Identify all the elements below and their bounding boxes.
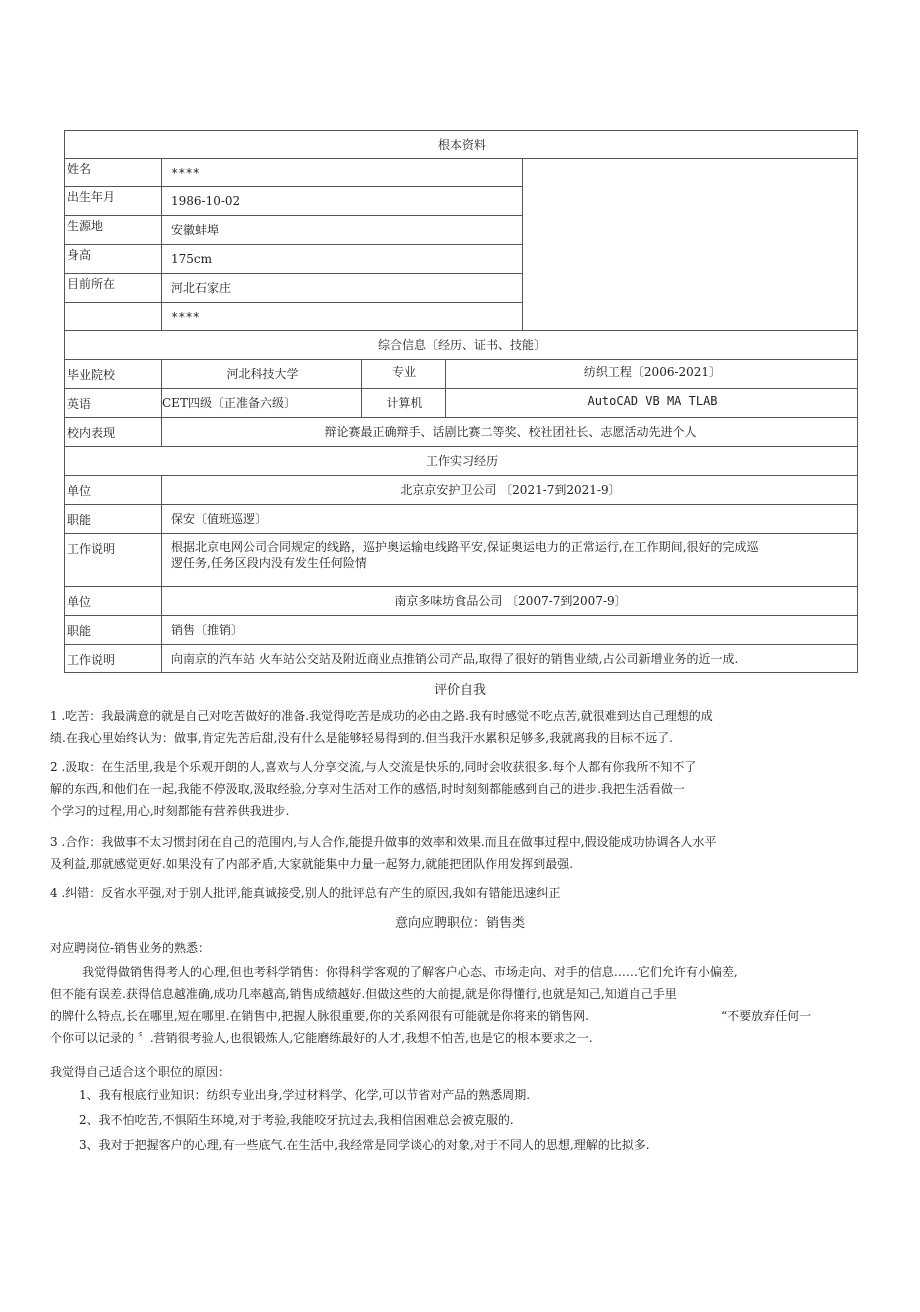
extra-value: **** [162, 303, 523, 331]
familiar-line: 但不能有误差.获得信息越准确,成功几率越高,销售成绩越好.但做这些的大前提,就是你得懂行,也就是知己,知道自己手里 [50, 987, 677, 1001]
job1-unit-label: 单位 [65, 476, 162, 505]
reason-item: 2、我不怕吃苦,不惧陌生环境,对于考验,我能咬牙抗过去,我相信困难总会被克服的. [79, 1113, 514, 1127]
job1-role-label: 职能 [65, 505, 162, 534]
comprehensive-section-title: 综合信息〔经历、证书、技能〕 [65, 331, 858, 360]
familiar-line: 个你可以记录的 〞.营销很考验人,也很锻炼人,它能磨练最好的人才,我想不怕苦,也是它的根本要求之一. [50, 1031, 593, 1045]
self-eval-item-3 [50, 831, 717, 875]
origin-label: 生源地 [65, 216, 162, 245]
major-label: 专业 [362, 360, 446, 389]
job2-role-label: 职能 [65, 616, 162, 645]
work-section-title: 工作实习经历 [65, 447, 858, 476]
school-row [65, 360, 858, 389]
familiar-heading: 对应聘岗位-销售业务的熟悉： [50, 941, 211, 955]
computer-value: AutoCAD VB MA TLAB [446, 389, 858, 418]
height-value: 175cm [162, 245, 523, 274]
job1-role-value: 保安〔值班巡逻〕 [162, 505, 858, 534]
resume-table [64, 130, 858, 673]
reasons-list [79, 1084, 650, 1156]
self-eval-line: 及利益,那就感觉更好.如果没有了内部矛盾,大家就能集中力量一起努力,就能把团队作用发挥到最强. [50, 857, 574, 871]
computer-label: 计算机 [362, 389, 446, 418]
job2-unit-value: 南京多味坊食品公司 〔2007-7到2007-9〕 [162, 587, 858, 616]
english-value: CET四级〔正准备六级〕 [162, 389, 362, 418]
comprehensive-header-row [65, 331, 858, 360]
job1-desc-row [65, 534, 858, 587]
major-value: 纺织工程〔2006-2021〕 [446, 360, 858, 389]
basic-header-row [65, 131, 858, 159]
birth-value: 1986-10-02 [162, 187, 523, 216]
job1-desc-label: 工作说明 [65, 534, 162, 587]
job2-unit-label: 单位 [65, 587, 162, 616]
campus-value: 辩论赛最正确辩手、话剧比赛二等奖、校社团社长、志愿活动先进个人 [162, 418, 858, 447]
familiar-paragraph [50, 961, 738, 1049]
self-eval-line: 4 .纠错：反省水平强,对于别人批评,能真诚接受,别人的批评总有产生的原因,我如有错能迅速纠正 [50, 886, 561, 900]
self-eval-line: 2 .汲取：在生活里,我是个乐观开朗的人,喜欢与人分享交流,与人交流是快乐的,同时会收获很多.每个人都有你我所不知不了 [50, 760, 697, 774]
self-eval-line: 3 .合作：我做事不太习惯封闭在自己的范围内,与人合作,能提升做事的效率和效果.而且在做事过程中,假设能成功协调各人水平 [50, 835, 717, 849]
location-label: 目前所在 [65, 274, 162, 303]
job2-role-row [65, 616, 858, 645]
self-eval-line: 解的东西,和他们在一起,我能不停汲取,汲取经验,分享对生活对工作的感悟,时时刻刻都能感到自己的进步.我把生活看做一 [50, 782, 685, 796]
self-eval-item-4 [50, 882, 561, 904]
english-row [65, 389, 858, 418]
photo-area [523, 159, 858, 331]
job2-desc-row [65, 645, 858, 673]
campus-label: 校内表现 [65, 418, 162, 447]
job2-desc-label: 工作说明 [65, 645, 162, 673]
self-eval-line: 绩.在我心里始终认为：做事,肯定先苦后甜,没有什么是能够轻易得到的.但当我汗水累积足够多,我就离我的目标不远了. [50, 731, 673, 745]
job1-role-row [65, 505, 858, 534]
name-value: **** [162, 159, 523, 187]
self-eval-item-1 [50, 705, 713, 749]
location-value: 河北石家庄 [162, 274, 523, 303]
quote-fragment: “不要放弃任何一 [721, 1009, 812, 1023]
familiar-line: 我觉得做销售得考人的心理,但也考科学销售：你得科学客观的了解客户心态、市场走向、对手的信息……它们允许有小偏差, [82, 965, 738, 979]
job1-unit-value: 北京京安护卫公司 〔2021-7到2021-9〕 [162, 476, 858, 505]
reason-item: 1、我有根底行业知识：纺织专业出身,学过材料学、化学,可以节省对产品的熟悉周期. [79, 1088, 531, 1102]
job1-desc-line: 逻任务,任务区段内没有发生任何险情 [171, 556, 367, 570]
job1-desc-line: 根据北京电网公司合同规定的线路，巡护奥运输电线路平安,保证奥运电力的正常运行,在工作期间,很好的完成巡 [171, 540, 759, 554]
job2-unit-row [65, 587, 858, 616]
work-header-row [65, 447, 858, 476]
name-label: 姓名 [65, 159, 162, 187]
basic-section-title: 根本资料 [65, 131, 858, 159]
familiar-line: 的牌什么特点,长在哪里,短在哪里.在销售中,把握人脉很重要,你的关系网很有可能就是你将来的销售网. [50, 1009, 589, 1023]
job2-desc-line: 向南京的汽车站 火车站公交站及附近商业点推销公司产品,取得了很好的销售业绩,占公司新增业务的近一成. [162, 645, 858, 673]
suitable-heading: 我觉得自己适合这个职位的原因： [50, 1065, 231, 1079]
campus-row [65, 418, 858, 447]
height-label: 身高 [65, 245, 162, 274]
english-label: 英语 [65, 389, 162, 418]
reason-item: 3、我对于把握客户的心理,有一些底气.在生活中,我经常是同学谈心的对象,对于不同人的思想,理解的比拟多. [79, 1138, 650, 1152]
job2-role-value: 销售〔推销〕 [162, 616, 858, 645]
school-label: 毕业院校 [65, 360, 162, 389]
self-eval-title: 评价自我 [433, 683, 486, 698]
extra-label [65, 303, 162, 331]
self-eval-line: 个学习的过程,用心,时刻都能有营养供我进步. [50, 804, 290, 818]
self-eval-item-2 [50, 756, 696, 822]
school-value: 河北科技大学 [162, 360, 362, 389]
birth-label: 出生年月 [65, 187, 162, 216]
job1-unit-row [65, 476, 858, 505]
job1-desc [162, 534, 858, 587]
intent-title: 意向应聘职位：销售类 [394, 916, 525, 931]
origin-value: 安徽蚌埠 [162, 216, 523, 245]
basic-row-name [65, 159, 858, 187]
self-eval-line: 1 .吃苦：我最满意的就是自己对吃苦做好的准备.我觉得吃苦是成功的必由之路.我有时感觉不吃点苦,就很难到达自己理想的成 [50, 709, 713, 723]
